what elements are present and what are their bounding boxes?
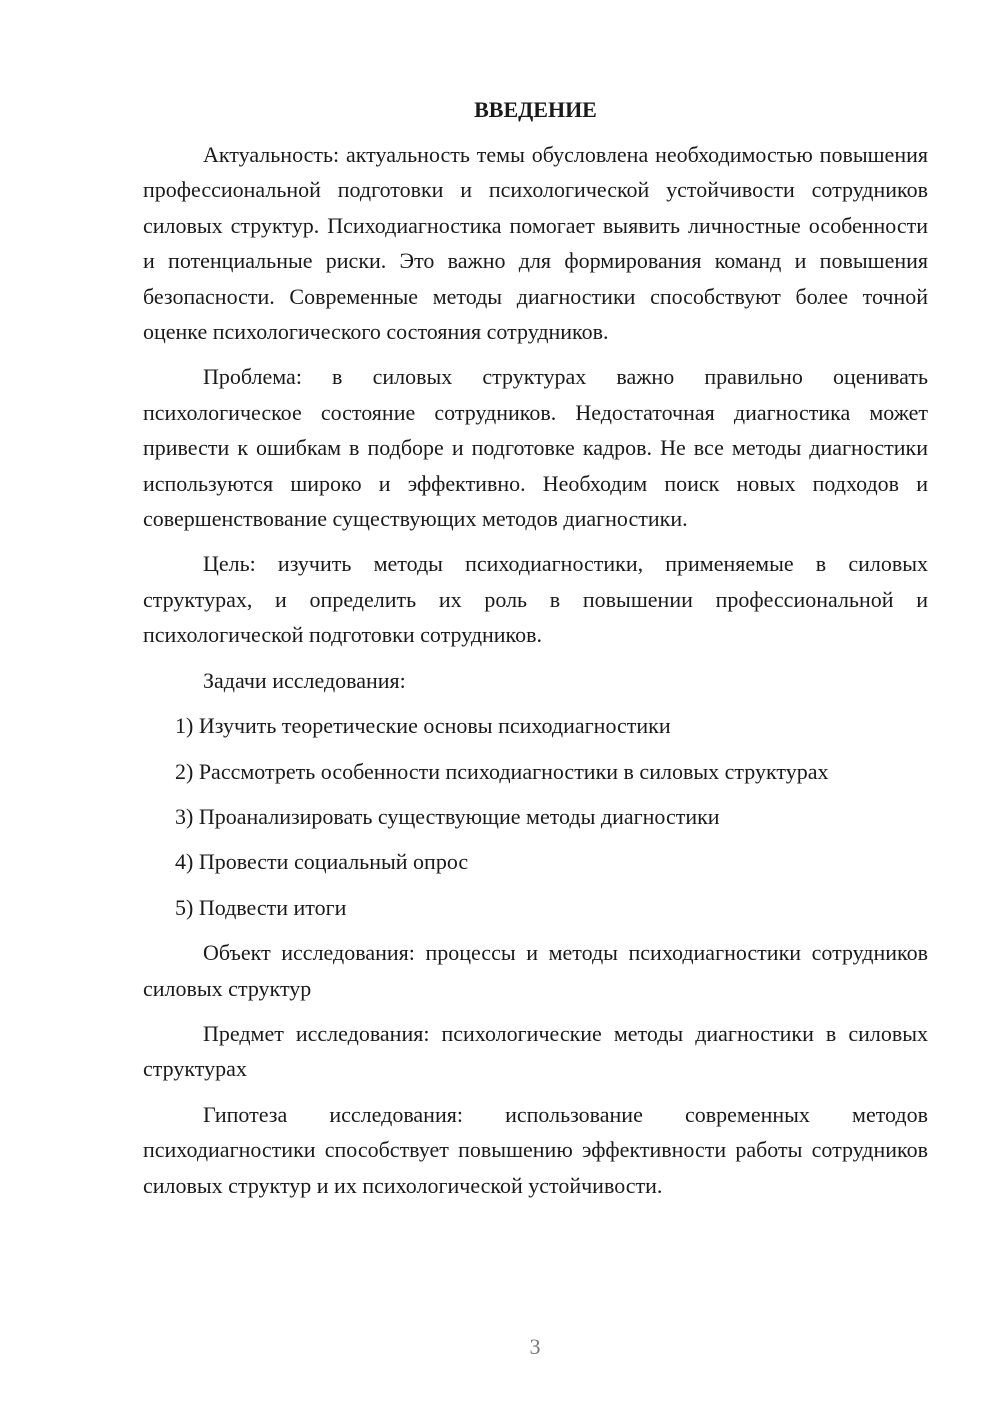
page-number: 3 [529, 1334, 541, 1359]
document-page [143, 95, 928, 1213]
section-heading: ВВЕДЕНИЕ [474, 97, 597, 122]
paragraph-relevance: Актуальность: актуальность темы обусловлена необходимостью повышения профессиональной подготовки и психологической устойчивости сотрудников силовых структур. Психодиагностика помогает выявить личностные особенности и потенциальные риски. Это важно для формирования команд и повышения безопасности. Современные методы диагностики способствуют более точной оценке психологического состояния сотрудников. [143, 142, 928, 345]
task-item: 3) Проанализировать существующие методы диагностики [175, 803, 720, 829]
paragraph-subject: Предмет исследования: психологические методы диагностики в силовых структурах [143, 1020, 928, 1082]
task-item: 4) Провести социальный опрос [175, 849, 469, 875]
task-item: 2) Рассмотреть особенности психодиагностики в силовых структурах [175, 758, 829, 784]
tasks-intro: Задачи исследования: [203, 667, 406, 693]
paragraph-problem: Проблема: в силовых структурах важно правильно оценивать психологическое состояние сотрудников. Недостаточная диагностика может привести к ошибкам в подборе и подготовке кадров. Не все методы диагностики используются широко и эффективно. Необходим поиск новых подходов и совершенствование существующих методов диагностики. [143, 364, 928, 532]
paragraph-goal: Цель: изучить методы психодиагностики, применяемые в силовых структурах, и определить их роль в повышении профессиональной и психологической подготовки сотрудников. [143, 551, 928, 648]
task-item: 5) Подвести итоги [175, 894, 347, 920]
tasks-list [143, 708, 928, 925]
task-item: 1) Изучить теоретические основы психодиагностики [175, 713, 671, 739]
paragraph-object: Объект исследования: процессы и методы психодиагностики сотрудников силовых структур [143, 940, 928, 1001]
paragraph-hypothesis: Гипотеза исследования: использование современных методов психодиагностики способствует повышению эффективности работы сотрудников силовых структур и их психологической устойчивости. [143, 1101, 928, 1198]
